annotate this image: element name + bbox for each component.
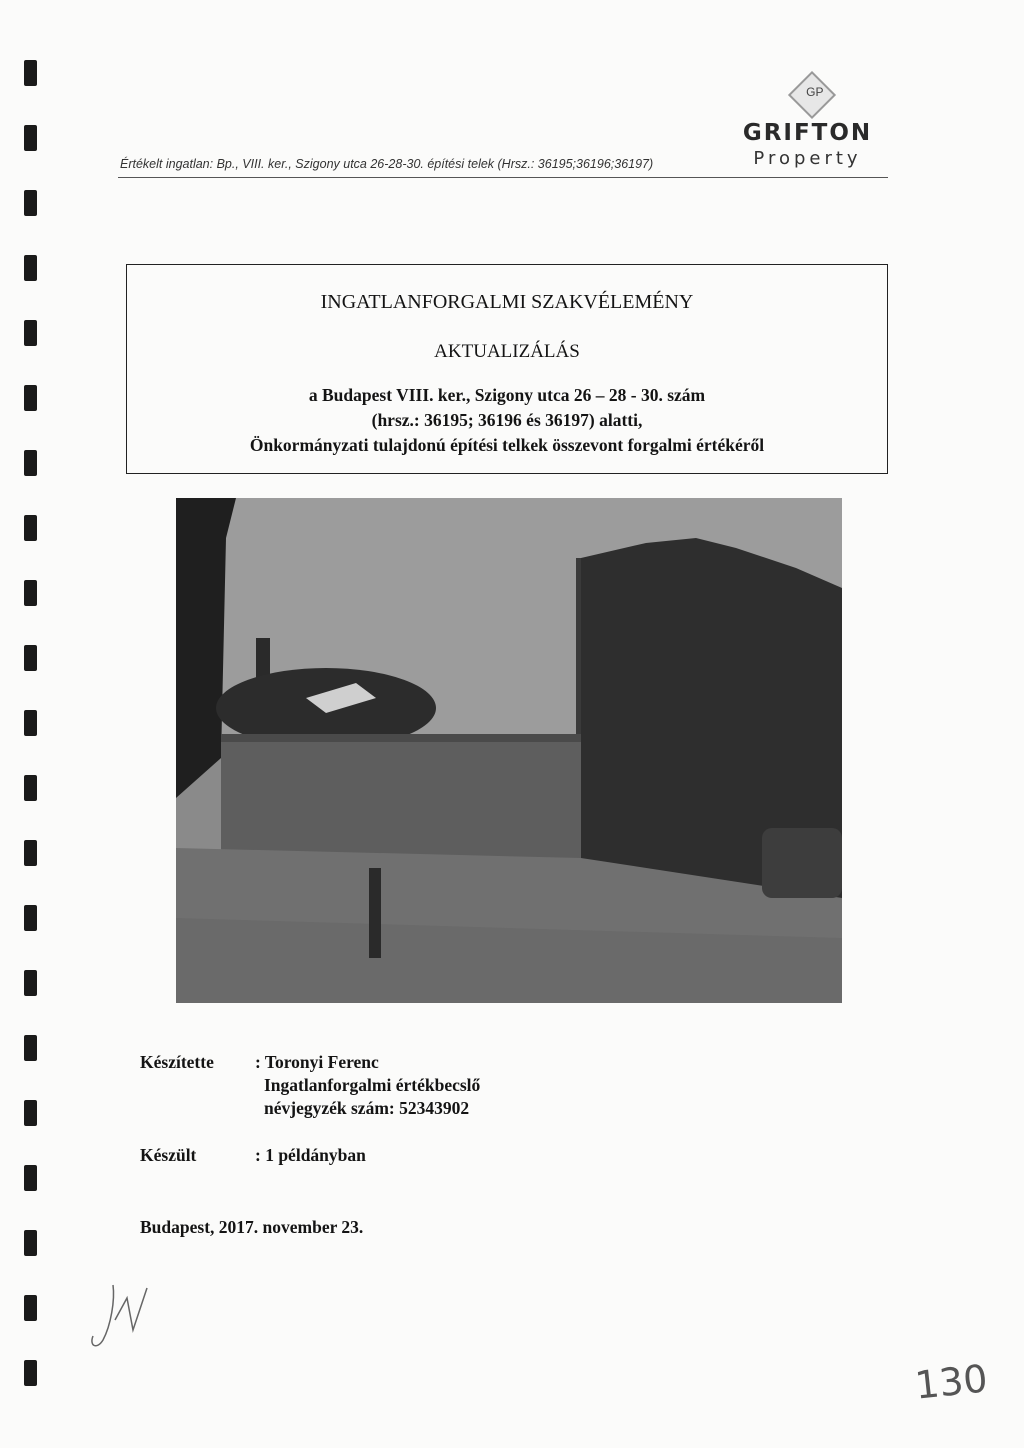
binding-hole — [24, 450, 37, 476]
binding-hole — [24, 1230, 37, 1256]
copies-label: Készült — [140, 1145, 197, 1165]
place-and-date: Budapest, 2017. november 23. — [140, 1217, 364, 1237]
binding-hole — [24, 190, 37, 216]
binding-hole — [24, 1165, 37, 1191]
binding-hole — [24, 775, 37, 801]
binding-hole — [24, 710, 37, 736]
binding-hole — [24, 255, 37, 281]
binding-hole — [24, 515, 37, 541]
street-photo-icon — [176, 498, 842, 1003]
binding-hole — [24, 320, 37, 346]
grifton-logo — [740, 70, 890, 175]
header-rule — [118, 177, 888, 178]
binding-hole — [24, 905, 37, 931]
signature-icon — [85, 1280, 155, 1360]
copies-value: : 1 példányban — [255, 1145, 366, 1165]
logo-name: GRIFTON — [742, 120, 873, 146]
title-box — [126, 264, 888, 474]
preparer-role: Ingatlanforgalmi értékbecslő — [264, 1075, 481, 1095]
logo-diamond-icon — [788, 71, 836, 119]
parcel-line: (hrsz.: 36195; 36196 és 36197) alatti, — [371, 410, 643, 430]
binding-hole — [24, 645, 37, 671]
binding-hole — [24, 385, 37, 411]
preparer-name: : Toronyi Ferenc — [255, 1052, 379, 1072]
binding-hole — [24, 840, 37, 866]
binding-hole — [24, 60, 37, 86]
binding-hole — [24, 1035, 37, 1061]
binding-hole — [24, 1295, 37, 1321]
registry-number: névjegyzék szám: 52343902 — [264, 1098, 470, 1118]
address-line: a Budapest VIII. ker., Szigony utca 26 – 28 - 30. szám — [308, 385, 706, 405]
binding-holes — [24, 40, 40, 1420]
logo-mark-text: GP — [806, 85, 824, 100]
binding-hole — [24, 1360, 37, 1386]
handwritten-page-number: 130 — [912, 1356, 990, 1408]
binding-hole — [24, 970, 37, 996]
binding-hole — [24, 1100, 37, 1126]
logo-subtitle: Property — [753, 148, 862, 169]
subject-line: Önkormányzati tulajdonú építési telkek összevont forgalmi értékéről — [249, 435, 765, 455]
document-subtitle: AKTUALIZÁLÁS — [434, 341, 580, 362]
binding-hole — [24, 580, 37, 606]
document-title: INGATLANFORGALMI SZAKVÉLEMÉNY — [320, 291, 694, 313]
binding-hole — [24, 125, 37, 151]
prepared-by-label: Készítette — [140, 1052, 214, 1072]
header-caption: Értékelt ingatlan: Bp., VIII. ker., Szigony utca 26-28-30. építési telek (Hrsz.: 36195;36196;36197) — [120, 157, 654, 171]
property-photo — [176, 498, 842, 1003]
